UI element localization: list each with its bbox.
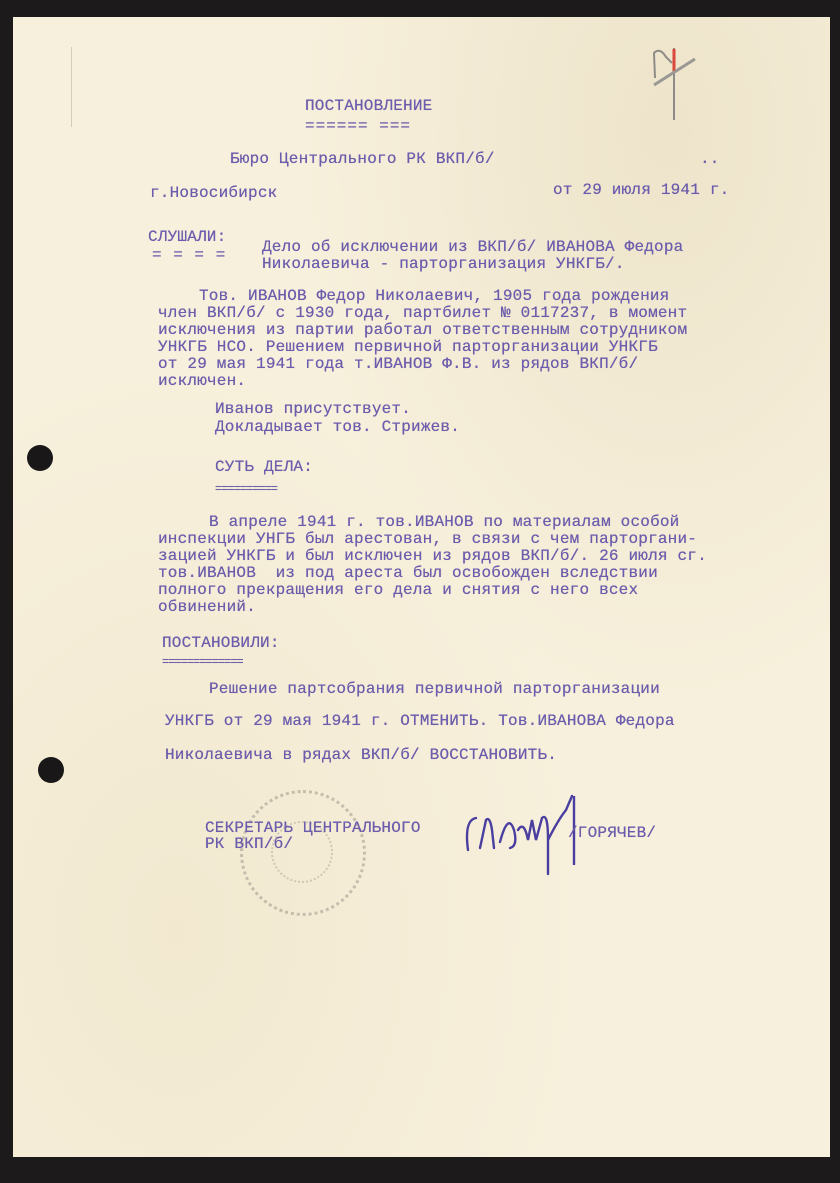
resolved-line: УНКГБ от 29 мая 1941 г. ОТМЕНИТЬ. Тов.ИВАНОВА Федора xyxy=(165,712,675,730)
body-line: УНКГБ НСО. Решением первичной парторганизации УНКГБ xyxy=(158,338,658,356)
resolved-line: Николаевича в рядах ВКП/б/ ВОССТАНОВИТЬ. xyxy=(165,746,558,764)
document-title: ПОСТАНОВЛЕНИЕ xyxy=(305,97,433,115)
official-stamp xyxy=(240,790,366,916)
city-line: г.Новосибирск xyxy=(150,184,278,202)
signatory-name: /ГОРЯЧЕВ/ xyxy=(568,824,657,842)
date-line: от 29 июля 1941 г. xyxy=(553,181,730,199)
heard-label: СЛУШАЛИ: xyxy=(148,228,227,246)
signatory-title: РК ВКП/б/ xyxy=(205,835,294,853)
essence-line: В апреле 1941 г. тов.ИВАНОВ по материалам особой xyxy=(160,513,680,531)
resolved-label: ПОСТАНОВИЛИ: xyxy=(162,634,280,652)
signatory-title: СЕКРЕТАРЬ ЦЕНТРАЛЬНОГО xyxy=(205,819,421,837)
margin-dot: .. xyxy=(700,150,720,168)
presence-line: Иванов присутствует. xyxy=(215,400,412,418)
heard-underline: = = = = xyxy=(152,246,227,264)
body-line: исключен. xyxy=(158,372,247,390)
essence-underline: ========== xyxy=(215,482,278,496)
heard-line: Дело об исключении из ВКП/б/ ИВАНОВА Федора xyxy=(262,238,684,256)
punch-hole-bottom xyxy=(38,757,64,783)
essence-label: СУТЬ ДЕЛА: xyxy=(215,458,314,476)
essence-line: зацией УНКГБ и был исключен из рядов ВКП/б/. 26 июля сг. xyxy=(158,547,707,565)
body-line: исключения из партии работал ответственным сотрудником xyxy=(158,321,688,339)
presence-line: Докладывает тов. Стрижев. xyxy=(215,418,461,436)
resolved-underline: ============= xyxy=(162,655,243,669)
fold-line xyxy=(71,47,72,127)
body-line: член ВКП/б/ с 1930 года, партбилет № 0117237, в момент xyxy=(158,304,688,322)
essence-line: полного прекращения его дела и снятия с него всех xyxy=(158,581,639,599)
resolved-line: Решение партсобрания первичной парторганизации xyxy=(160,680,660,698)
body-line: от 29 мая 1941 года т.ИВАНОВ Ф.В. из рядов ВКП/б/ xyxy=(158,355,639,373)
title-underline: ====== === xyxy=(305,117,412,135)
essence-line: тов.ИВАНОВ из под ареста был освобожден вследствии xyxy=(158,564,658,582)
heard-line: Николаевича - парторганизация УНКГБ/. xyxy=(262,255,625,273)
essence-line: инспекции УНГБ был арестован, в связи с чем парторгани- xyxy=(158,530,698,548)
body-line: Тов. ИВАНОВ Федор Николаевич, 1905 года рождения xyxy=(150,287,670,305)
handwritten-page-number-icon xyxy=(650,45,710,125)
issuer-line: Бюро Центрального РК ВКП/б/ xyxy=(230,150,495,168)
punch-hole-top xyxy=(27,445,53,471)
essence-line: обвинений. xyxy=(158,598,257,616)
